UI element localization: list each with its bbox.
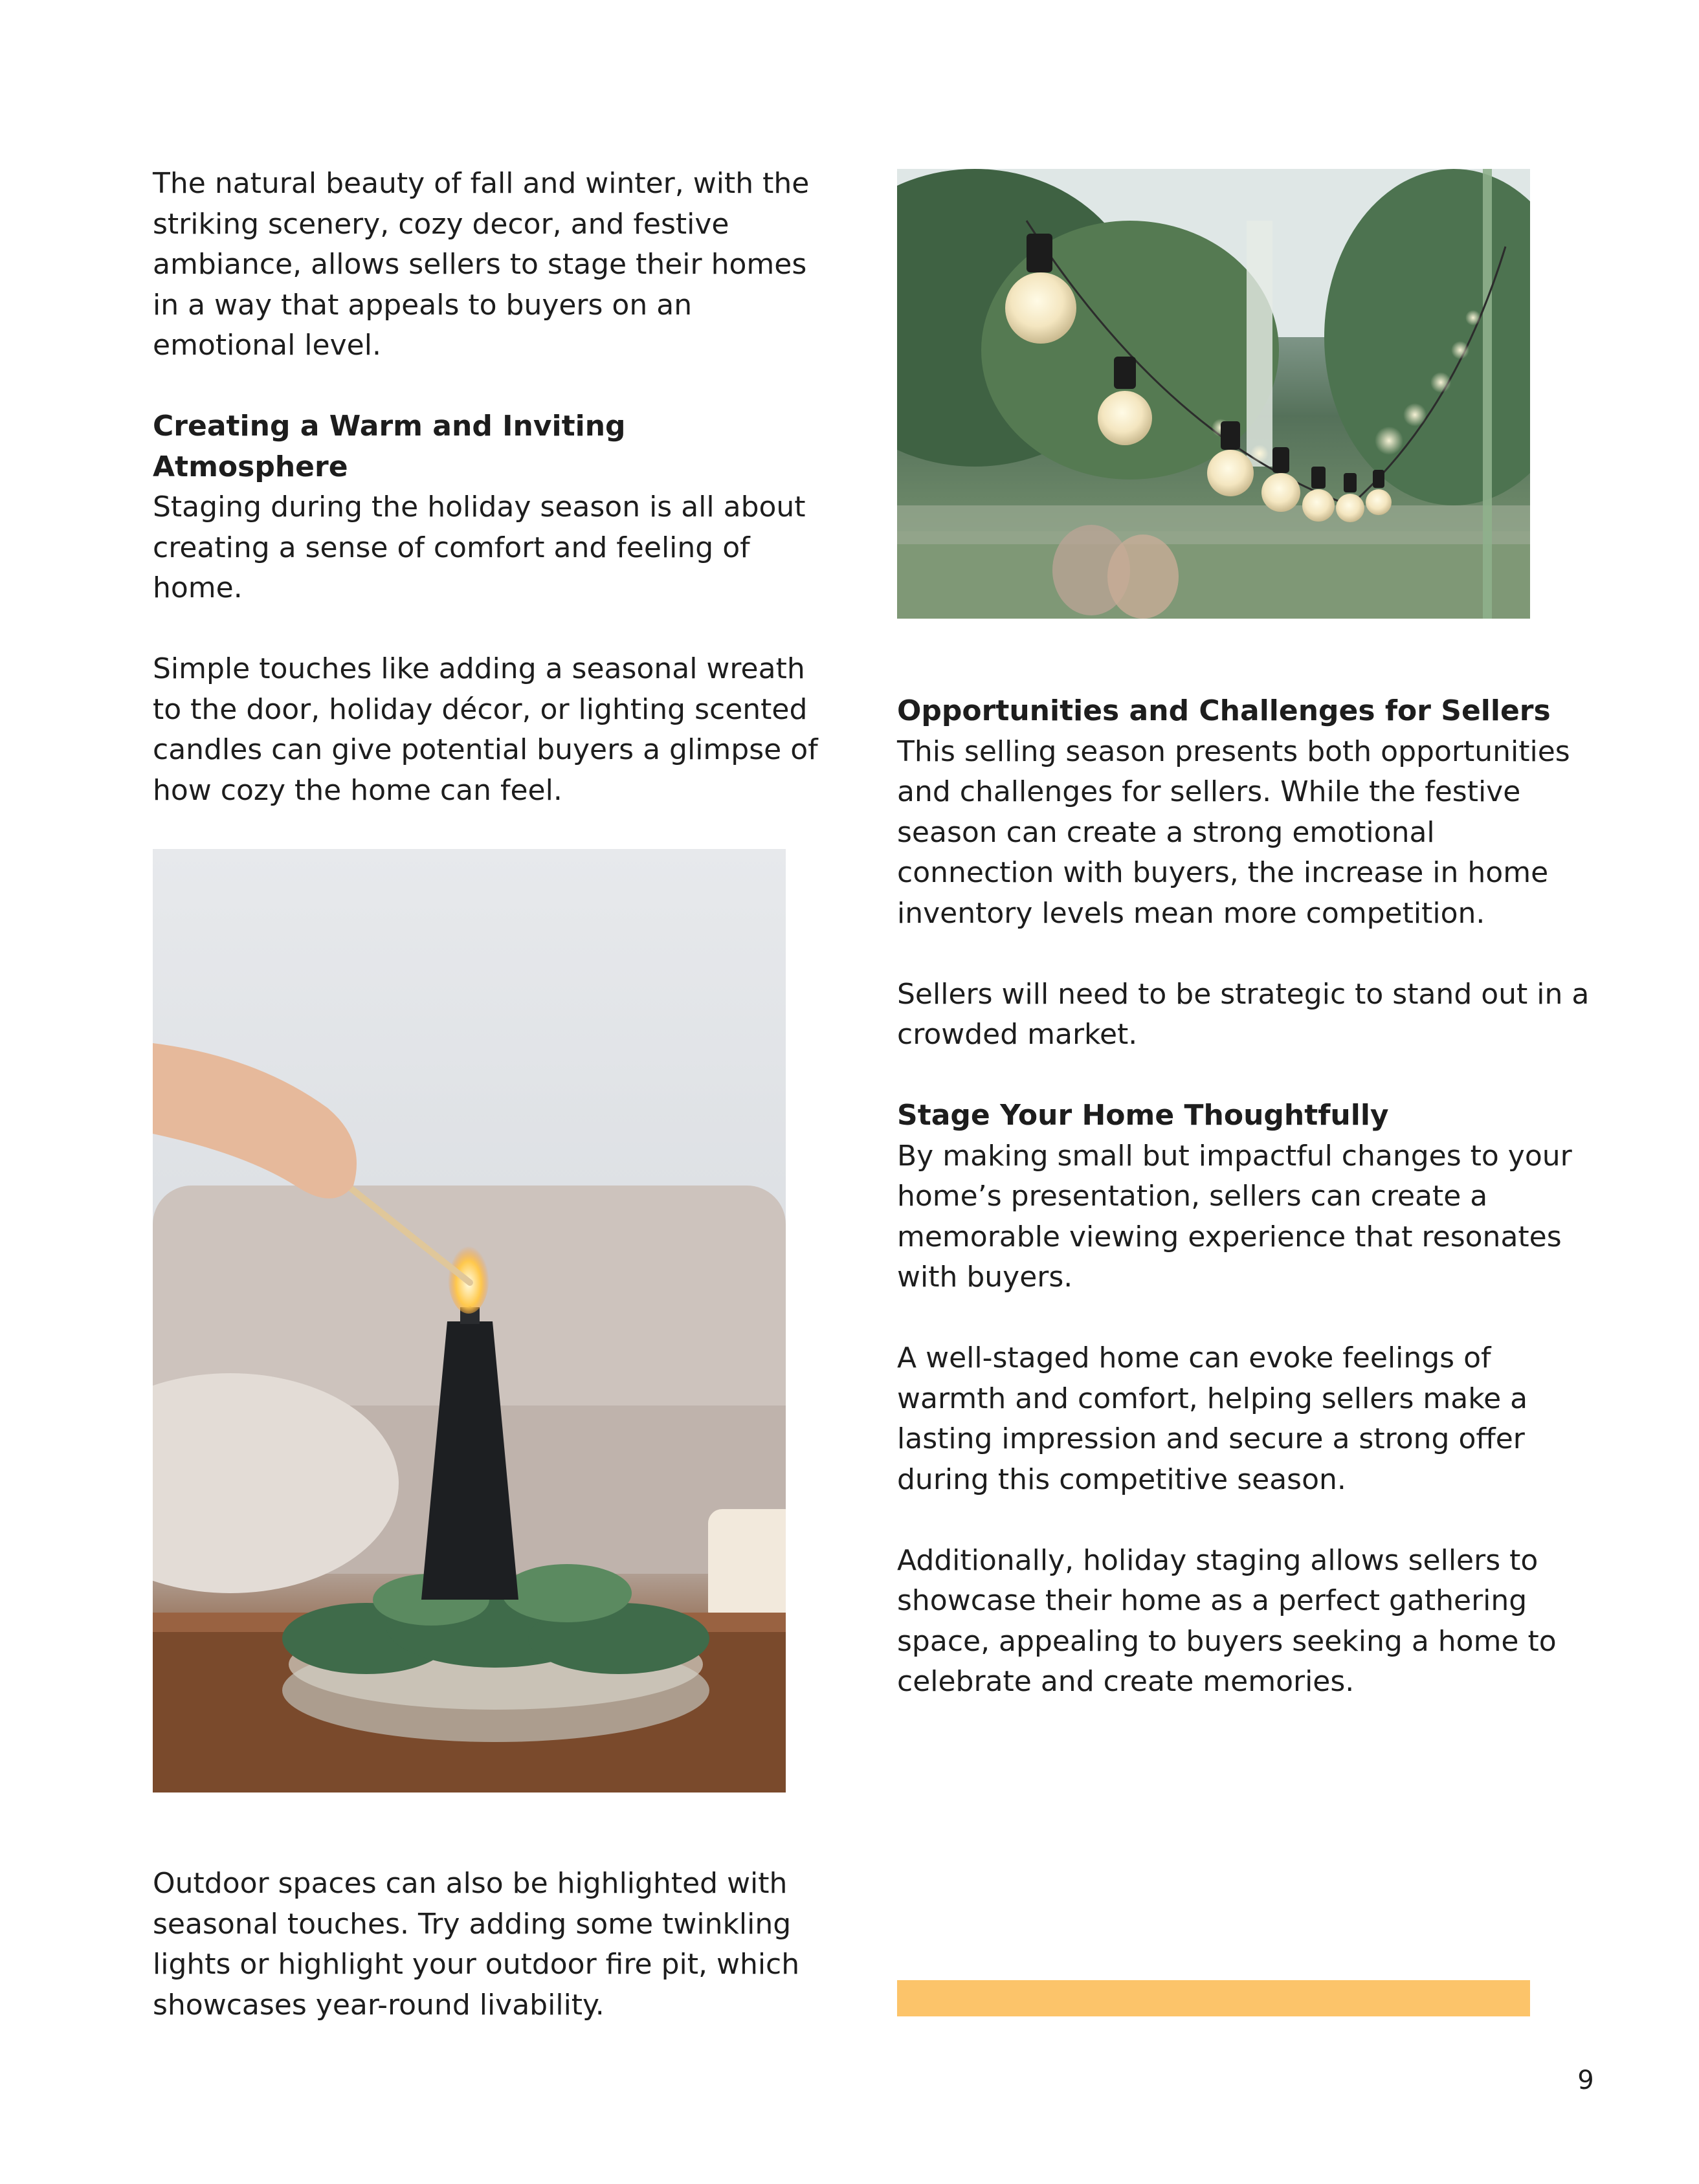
heading-stage-home: Stage Your Home Thoughtfully bbox=[897, 1099, 1389, 1132]
stage-paragraph-1: By making small but impactful changes to your home’s presentation, sellers can create a memorable viewing experience that resonates with buyers. bbox=[897, 1139, 1572, 1294]
string-lights-photo bbox=[897, 169, 1530, 619]
candle-illustration bbox=[153, 849, 786, 1792]
atmosphere-paragraph-1: Staging during the holiday season is all about creating a sense of comfort and feeling of home. bbox=[153, 491, 806, 604]
opportunities-paragraph-1: This selling season presents both opportunities and challenges for sellers. While the festive season can create a strong emotional connection with buyers, the increase in home inventory levels mean more competition. bbox=[897, 734, 1570, 930]
right-column bbox=[897, 691, 1590, 1703]
accent-bar bbox=[897, 1980, 1530, 2016]
atmosphere-paragraph-2: Simple touches like adding a seasonal wreath to the door, holiday décor, or lighting scented candles can give potential buyers a glimpse of how cozy the home can feel. bbox=[153, 652, 818, 807]
left-column-top bbox=[153, 164, 826, 811]
page-number: 9 bbox=[1577, 2066, 1594, 2095]
candle-photo bbox=[153, 849, 786, 1792]
intro-paragraph: The natural beauty of fall and winter, with the striking scenery, cozy decor, and festive ambiance, allows sellers to stage their homes in a way that appeals to buyers on an emotional level. bbox=[153, 167, 810, 362]
stage-paragraph-3: Additionally, holiday staging allows sellers to showcase their home as a perfect gathering space, appealing to buyers seeking a home to celebrate and create memories. bbox=[897, 1543, 1557, 1698]
stage-paragraph-2: A well-staged home can evoke feelings of warmth and comfort, helping sellers make a lasting impression and secure a strong offer during this competitive season. bbox=[897, 1341, 1528, 1496]
left-column-bottom bbox=[153, 1864, 826, 2025]
string-lights-illustration bbox=[897, 169, 1530, 619]
opportunities-paragraph-2: Sellers will need to be strategic to stand out in a crowded market. bbox=[897, 977, 1590, 1051]
heading-opportunities: Opportunities and Challenges for Sellers bbox=[897, 694, 1551, 727]
heading-atmosphere: Creating a Warm and Inviting Atmosphere bbox=[153, 410, 626, 483]
outdoor-paragraph: Outdoor spaces can also be highlighted with seasonal touches. Try adding some twinkling lights or highlight your outdoor fire pit, which showcases year-round livability. bbox=[153, 1867, 800, 2022]
